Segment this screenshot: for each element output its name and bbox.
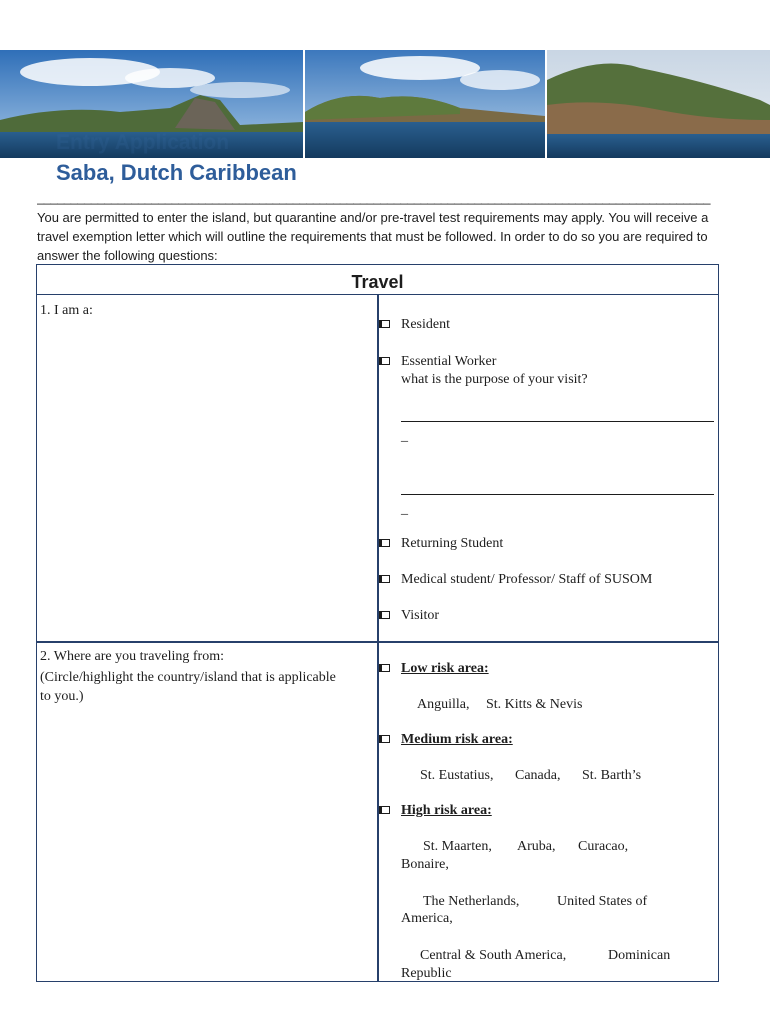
country-option[interactable]: Anguilla,: [417, 697, 470, 712]
question-1-label: 1. I am a:: [40, 303, 93, 318]
purpose-answer-line-2[interactable]: [401, 494, 714, 495]
checkbox-icon[interactable]: [379, 575, 390, 583]
checkbox-icon[interactable]: [379, 357, 390, 365]
purpose-prompt: what is the purpose of your visit?: [401, 372, 588, 387]
question-2-note: (Circle/highlight the country/island that is applicable to you.): [40, 670, 336, 704]
country-option[interactable]: Republic: [401, 966, 452, 981]
dash-mark: _: [401, 502, 408, 517]
checkbox-icon[interactable]: [379, 539, 390, 547]
coastal-island-photo-right: [547, 50, 770, 158]
country-option[interactable]: America,: [401, 911, 453, 926]
country-option[interactable]: Central & South America,: [420, 948, 567, 963]
country-option[interactable]: United States of: [557, 894, 648, 909]
country-option[interactable]: Dominican: [608, 948, 671, 963]
column-divider: [377, 295, 379, 981]
table-heading: Travel: [37, 265, 718, 295]
travel-table: Travel 1. I am a: Resident Essential Worker what is the purpose of your visit? _ _ Returning Student Medical student/ Professor/ Staff of SUSOM Visitor 2. Where are you traveling from: (Circle/highlight the country/island that is applicable to you.) Low risk area: Anguilla, St. Kitts & Nevis Medium risk area: St. Eustatius, Canada, St. Barth’s High risk area: St. Maarten, Aruba, Curacao, Bonaire, The Netherlands, United States of America, Central & South America, Dominican Republic: [36, 264, 719, 982]
country-option[interactable]: Bonaire,: [401, 857, 449, 872]
checkbox-icon[interactable]: [379, 806, 390, 814]
page-title: Saba, Dutch Caribbean: [56, 160, 297, 185]
checkbox-icon[interactable]: [379, 320, 390, 328]
dash-mark: _: [401, 429, 408, 444]
coastal-island-photo-center: [305, 50, 545, 158]
country-option[interactable]: St. Barth’s: [582, 768, 642, 783]
row-divider: [37, 641, 718, 643]
country-option[interactable]: St. Maarten,: [423, 839, 492, 854]
checkbox-icon[interactable]: [379, 735, 390, 743]
checkbox-icon[interactable]: [379, 611, 390, 619]
purpose-answer-line-1[interactable]: [401, 421, 714, 422]
checkbox-icon[interactable]: [379, 664, 390, 672]
country-option[interactable]: St. Kitts & Nevis: [486, 697, 583, 712]
faded-form-title: Entry Application: [56, 131, 230, 154]
country-option[interactable]: St. Eustatius,: [420, 768, 494, 783]
intro-paragraph: You are permitted to enter the island, but quarantine and/or pre-travel test requirements may apply. You will receive a travel exemption letter which will outline the requirements that must be followed. In order to do so you are required to answer the following questions:: [37, 210, 709, 263]
country-option[interactable]: Aruba,: [517, 839, 556, 854]
title-underline: ____________________________________________________________________________________________________: [37, 190, 710, 205]
country-option[interactable]: The Netherlands,: [423, 894, 520, 909]
country-option[interactable]: Canada,: [515, 768, 561, 783]
country-option[interactable]: Curacao,: [578, 839, 629, 854]
question-2-label: 2. Where are you traveling from:: [40, 649, 225, 664]
